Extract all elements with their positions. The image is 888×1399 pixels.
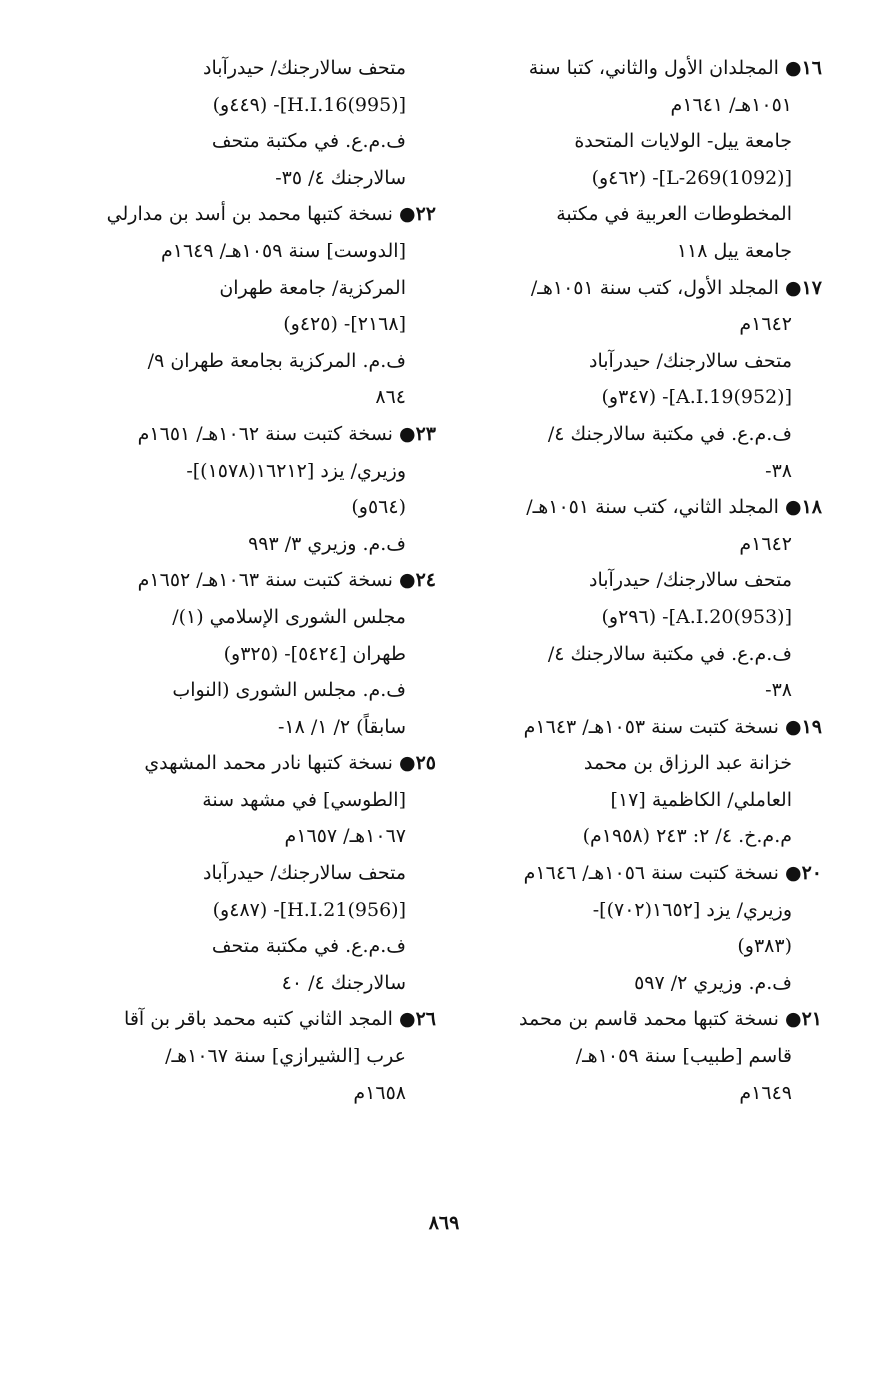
entry-number: ٢٢● xyxy=(398,203,436,226)
entry-line: متحف سالارجنك/ حيدرآباد xyxy=(203,57,406,79)
entry-number: ١٧● xyxy=(784,276,822,299)
entry-line: [الطوسي] في مشهد سنة xyxy=(202,788,406,811)
catalog-entry xyxy=(84,745,436,1001)
entry-number: ٢٤● xyxy=(398,569,436,592)
catalog-entry-continued xyxy=(84,50,436,196)
entry-line: ١٦٤٢م xyxy=(739,313,792,336)
entry-first-line xyxy=(470,489,822,526)
catalog-entry xyxy=(470,855,822,1001)
entry-line: جامعة ييل ١١٨ xyxy=(676,239,792,262)
entry-line: [H.I.16(995)]- (٤٤٩و) xyxy=(212,93,406,116)
entry-line: ٨٦٤ xyxy=(375,386,406,409)
entry-text: نسخة كتبها نادر محمد المشهدي xyxy=(144,752,393,775)
entry-text: المجد الثاني كتبه محمد باقر بن آقا xyxy=(124,1008,393,1031)
entry-number: ٢٦● xyxy=(398,1008,436,1031)
entry-line: مجلس الشورى الإسلامي (١)/ xyxy=(172,605,406,628)
entry-line: جامعة ييل- الولايات المتحدة xyxy=(574,130,792,153)
catalog-entry xyxy=(470,270,822,490)
entry-line: [A.I.19(952)]- (٣٤٧و) xyxy=(601,386,792,409)
entry-line: [٢١٦٨]- (٤٢٥و) xyxy=(283,313,406,336)
entry-first-line xyxy=(470,709,822,746)
entry-line: [L-269(1092)]- (٤٦٢و) xyxy=(591,166,792,189)
entry-line: المركزية/ جامعة طهران xyxy=(219,276,406,299)
entry-line: ف.م. المركزية بجامعة طهران ٩/ xyxy=(147,349,406,372)
entry-text: المجلد الأول، كتب سنة ١٠٥١هـ/ xyxy=(530,276,779,299)
entry-line: سابقاً) ٢/ ١/ ١٨- xyxy=(277,715,406,738)
entry-number: ٢٠● xyxy=(784,862,822,885)
entry-line: ف.م. وزيري ٢/ ٥٩٧ xyxy=(634,971,792,994)
entry-line: المخطوطات العربية في مكتبة xyxy=(556,203,792,226)
entry-line: وزيري/ يزد [١٦٥٢(٧٠٢)]- xyxy=(592,898,792,921)
entry-line: ٣٨- xyxy=(765,459,792,482)
entry-line: عرب [الشيرازي] سنة ١٠٦٧هـ/ xyxy=(165,1045,406,1068)
entry-number: ١٩● xyxy=(784,715,822,738)
entry-first-line xyxy=(470,855,822,892)
left-column xyxy=(84,50,436,1111)
entry-line: ١٠٦٧هـ/ ١٦٥٧م xyxy=(284,825,406,848)
entry-line: سالارجنك ٤/ ٤٠ xyxy=(281,971,406,994)
entry-line: ف.م.ع. في مكتبة سالارجنك ٤/ xyxy=(547,422,792,445)
entry-number: ١٦● xyxy=(784,57,822,79)
entry-line: ف.م. وزيري ٣/ ٩٩٣ xyxy=(248,532,406,555)
catalog-entry xyxy=(470,50,822,270)
entry-first-line xyxy=(470,1001,822,1038)
entry-number: ٢٣● xyxy=(398,422,436,445)
entry-line: متحف سالارجنك/ حيدرآباد xyxy=(589,569,792,592)
entry-first-line xyxy=(470,270,822,307)
entry-text: نسخة كتبت سنة ١٠٦٣هـ/ ١٦٥٢م xyxy=(137,569,393,592)
entry-line: ١٦٤٢م xyxy=(739,532,792,555)
entry-text: المجلد الثاني، كتب سنة ١٠٥١هـ/ xyxy=(526,496,779,519)
entry-line: العاملي/ الكاظمية [١٧] xyxy=(610,788,792,811)
entry-first-line xyxy=(84,416,436,453)
entry-number: ٢٥● xyxy=(398,752,436,775)
entry-line: [الدوست] سنة ١٠٥٩هـ/ ١٦٤٩م xyxy=(161,239,406,262)
catalog-entry xyxy=(470,1001,822,1111)
entry-line: ١٠٥١هـ/ ١٦٤١م xyxy=(670,93,792,116)
entry-text: نسخة كتبت سنة ١٠٥٣هـ/ ١٦٤٣م xyxy=(523,715,779,738)
entry-line: ٣٨- xyxy=(765,679,792,702)
entry-first-line xyxy=(84,562,436,599)
entry-text: المجلدان الأول والثاني، كتبا سنة xyxy=(528,57,779,79)
entry-number: ٢١● xyxy=(784,1008,822,1031)
entry-text: نسخة كتبت سنة ١٠٦٢هـ/ ١٦٥١م xyxy=(137,422,393,445)
entry-first-line xyxy=(470,50,822,87)
entry-line: م.م.خ. ٤/ ٢: ٢٤٣ (١٩٥٨م) xyxy=(582,825,792,848)
entry-line: ١٦٥٨م xyxy=(353,1081,406,1104)
catalog-entry xyxy=(84,1001,436,1111)
entry-text: نسخة كتبت سنة ١٠٥٦هـ/ ١٦٤٦م xyxy=(523,862,779,885)
entry-line: ١٦٤٩م xyxy=(739,1081,792,1104)
entry-text: نسخة كتبها محمد بن أسد بن مدارلي xyxy=(106,203,393,226)
entry-line: خزانة عبد الرزاق بن محمد xyxy=(583,752,792,775)
entry-line: ف.م.ع. في مكتبة سالارجنك ٤/ xyxy=(547,642,792,665)
entry-line: [H.I.21(956)]- (٤٨٧و) xyxy=(212,898,406,921)
entry-line: طهران [٥٤٢٤]- (٣٢٥و) xyxy=(223,642,406,665)
entry-number: ١٨● xyxy=(784,496,822,519)
entry-first-line xyxy=(84,196,436,233)
entry-line: ف.م.ع. في مكتبة متحف xyxy=(211,935,406,958)
catalog-entry xyxy=(470,489,822,709)
entry-line: (٣٨٣و) xyxy=(737,935,792,958)
entry-line: قاسم [طبيب] سنة ١٠٥٩هـ/ xyxy=(575,1045,792,1068)
entry-line: سالارجنك ٤/ ٣٥- xyxy=(275,166,406,189)
page-number: ٨٦٩ xyxy=(428,1212,460,1234)
entry-line: ف.م.ع. في مكتبة متحف xyxy=(211,130,406,153)
entry-line: متحف سالارجنك/ حيدرآباد xyxy=(203,862,406,885)
entry-first-line xyxy=(84,745,436,782)
catalog-entry xyxy=(84,416,436,562)
entry-line: [A.I.20(953)]- (٢٩٦و) xyxy=(601,605,792,628)
entry-first-line xyxy=(84,1001,436,1038)
catalog-entry xyxy=(84,562,436,745)
entry-line: وزيري/ يزد [١٦٢١٢(١٥٧٨)]- xyxy=(186,459,406,482)
entry-text: نسخة كتبها محمد قاسم بن محمد xyxy=(519,1008,779,1031)
entry-line: ف.م. مجلس الشورى (النواب xyxy=(172,679,406,702)
catalog-entry xyxy=(470,709,822,855)
entry-line: متحف سالارجنك/ حيدرآباد xyxy=(589,349,792,372)
entry-line: (٥٦٤و) xyxy=(351,496,406,519)
right-column xyxy=(470,50,822,1111)
catalog-entry xyxy=(84,196,436,416)
